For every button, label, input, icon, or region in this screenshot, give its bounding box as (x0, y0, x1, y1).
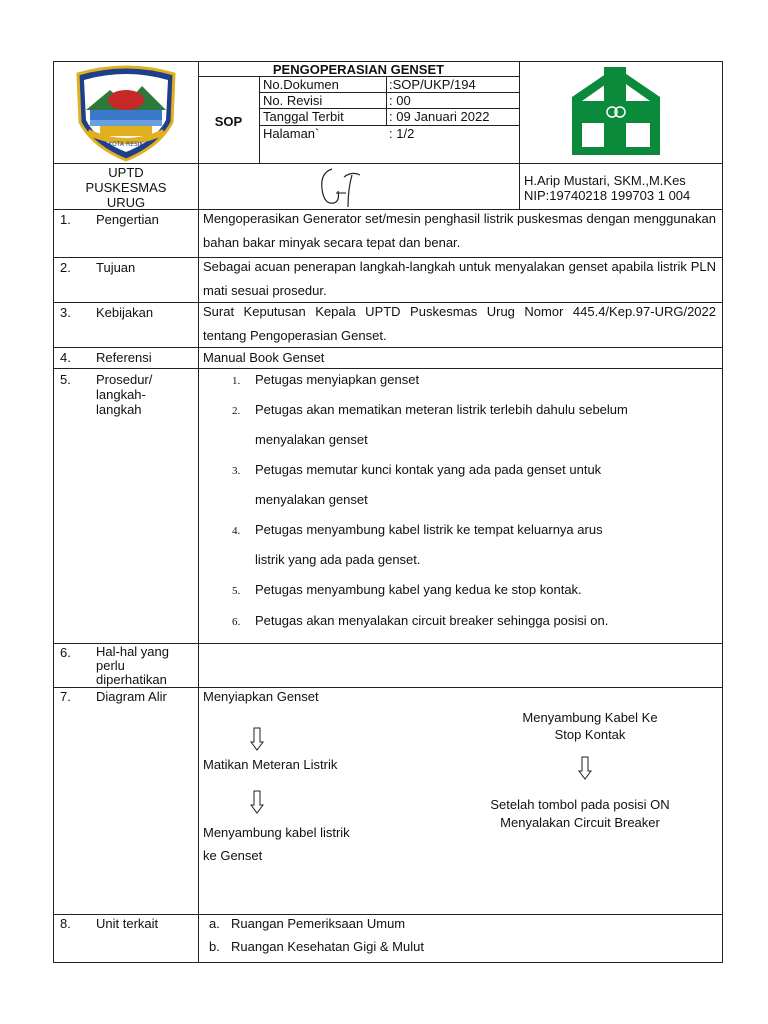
procedure-step-5: 5. Petugas menyambung kabel yang kedua ke stop kontak. (232, 582, 582, 597)
section-3-label: Kebijakan (96, 305, 154, 320)
unit-item-a: a. Ruangan Pemeriksaan Umum (209, 916, 406, 931)
meta-value-tanggal: : 09 Januari 2022 (389, 109, 490, 124)
section-7-number: 7. (60, 689, 71, 704)
section-4-label: Referensi (96, 350, 152, 365)
section-7-label: Diagram Alir (96, 689, 167, 704)
section-8-number: 8. (60, 916, 71, 931)
meta-label-tanggal: Tanggal Terbit (263, 109, 344, 124)
flow-arrow-down-icon (578, 756, 592, 780)
section-3-text: Surat Keputusan Kepala UPTD Puskesmas Urug Nomor 445.4/Kep.97-URG/2022 tentang Pengoperasian Genset. (203, 304, 716, 343)
procedure-step-3-cont: menyalakan genset (255, 492, 368, 507)
section-8-label: Unit terkait (96, 916, 159, 931)
procedure-step-4: 4. Petugas menyambung kabel listrik ke tempat keluarnya arus (232, 522, 603, 537)
flow-step-stop-kontak-line1: Menyambung Kabel Ke (522, 710, 658, 725)
meta-value-dokumen: :SOP/UKP/194 (389, 77, 476, 92)
section-3-number: 3. (60, 305, 71, 320)
sop-label: SOP (214, 114, 243, 129)
unit-item-b: b. Ruangan Kesehatan Gigi & Mulut (209, 939, 424, 954)
signature (318, 163, 364, 209)
org-name-line3: URUG (106, 195, 146, 210)
flow-arrow-down-icon (250, 727, 264, 751)
procedure-step-4-cont: listrik yang ada pada genset. (255, 552, 421, 567)
section-5-label-line3: langkah (96, 402, 142, 417)
section-1-text: Mengoperasikan Generator set/mesin penghasil listrik puskesmas dengan menggunakan bahan bakar minyak secara tepat dan benar. (203, 211, 716, 250)
flow-arrow-down-icon (250, 790, 264, 814)
crest-bottom-text: KOTA RESIK (108, 141, 144, 148)
section-2-label: Tujuan (96, 260, 136, 275)
section-5-label-line2: langkah- (96, 387, 146, 402)
section-5-number: 5. (60, 372, 71, 387)
section-6-number: 6. (60, 645, 71, 660)
meta-label-revisi: No. Revisi (263, 93, 323, 108)
meta-value-halaman: : 1/2 (389, 126, 415, 141)
section-4-number: 4. (60, 350, 71, 365)
flow-step-meter: Matikan Meteran Listrik (203, 757, 338, 772)
procedure-step-2-cont: menyalakan genset (255, 432, 368, 447)
org-name-line2: PUSKESMAS (85, 180, 167, 195)
section-1-label: Pengertian (96, 212, 159, 227)
meta-label-halaman: Halaman` (263, 126, 320, 141)
procedure-step-1: 1. Petugas menyiapkan genset (232, 372, 420, 387)
procedure-step-6: 6. Petugas akan menyalakan circuit breaker sehingga posisi on. (232, 613, 609, 628)
meta-label-dokumen: No.Dokumen (263, 77, 339, 92)
document-title: PENGOPERASIAN GENSET (272, 62, 445, 77)
procedure-step-3: 3. Petugas memutar kunci kontak yang ada pada genset untuk (232, 462, 602, 477)
flow-step-cable-line2: ke Genset (203, 848, 263, 863)
crest-top-text: KOTA TASIKMALAYA (96, 76, 156, 83)
procedure-step-2: 2. Petugas akan mematikan meteran listrik terlebih dahulu sebelum (232, 402, 628, 417)
signer-nip: NIP:19740218 199703 1 004 (524, 188, 691, 203)
section-5-label-line1: Prosedur/ (96, 372, 153, 387)
puskesmas-logo (566, 63, 666, 161)
section-6-label-line1: Hal-hal yang (96, 644, 169, 659)
flow-step-breaker-line2: Menyalakan Circuit Breaker (500, 815, 660, 830)
flow-step-breaker-line1: Setelah tombol pada posisi ON (490, 797, 670, 812)
signer-name: H.Arip Mustari, SKM.,M.Kes (524, 173, 686, 188)
flow-step-stop-kontak-line2: Stop Kontak (554, 727, 626, 742)
section-1-number: 1. (60, 212, 71, 227)
section-6-label-line2: perlu (96, 658, 125, 673)
flow-step-prepare: Menyiapkan Genset (203, 689, 319, 704)
section-6-label-line3: diperhatikan (96, 672, 167, 687)
section-4-text: Manual Book Genset (203, 350, 325, 365)
section-2-number: 2. (60, 260, 71, 275)
org-name-line1: UPTD (108, 165, 144, 180)
city-crest-logo (70, 64, 182, 162)
section-2-text: Sebagai acuan penerapan langkah-langkah untuk menyalakan genset apabila listrik PLN mati sesuai prosedur. (203, 259, 716, 298)
meta-value-revisi: : 00 (389, 93, 411, 108)
flow-step-cable-line1: Menyambung kabel listrik (203, 825, 350, 840)
